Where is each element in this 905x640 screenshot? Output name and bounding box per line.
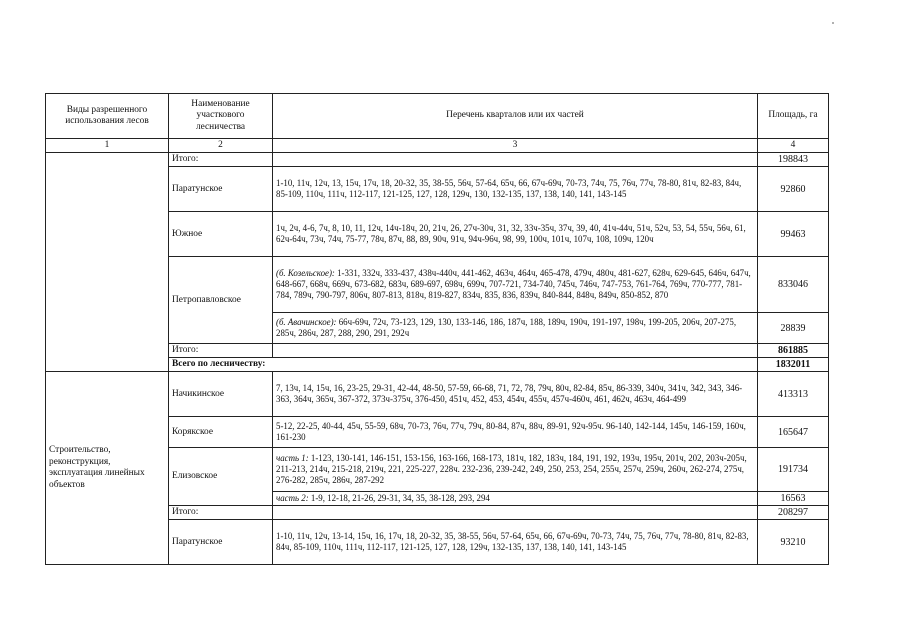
quarters-text: 1-331, 332ч, 333-437, 438ч-440ч, 441-462, 463ч, 464ч, 465-478, 479ч, 480ч, 481-627, 628ч, 629-645, 646ч, 647ч, 648-667, 668ч, 669ч, 673-682, 683ч, 689-697, 698ч, 699ч, 707-721, 734-740, 745ч, 746ч, 747-753, 761-764, 769ч, 770-777, 781-784, 789ч, 790-797, 806ч, 807-813, 818ч, 819-827, 834ч, 835, 836, 839ч, 840-844, 848ч, 849ч, 850-852, 870 bbox=[276, 268, 751, 300]
header-quarters-list: Перечень кварталов или их частей bbox=[273, 94, 758, 139]
area-value: 93210 bbox=[758, 520, 829, 565]
area-value: 198843 bbox=[758, 153, 829, 167]
quarters-cell bbox=[273, 153, 758, 167]
area-value: 413313 bbox=[758, 372, 829, 417]
header-area: Площадь, га bbox=[758, 94, 829, 139]
area-value: 16563 bbox=[758, 492, 829, 506]
quarters-cell: 5-12, 22-25, 40-44, 45ч, 55-59, 68ч, 70-73, 76ч, 77ч, 79ч, 80-84, 87ч, 88ч, 89-91, 92ч-95ч. 96-140, 142-144, 145ч, 146-159, 160ч, 161-230 bbox=[273, 417, 758, 448]
table-row bbox=[46, 153, 829, 167]
subtotal-label: Итого: bbox=[169, 153, 273, 167]
usage-type-cell bbox=[46, 153, 169, 372]
quarters-cell bbox=[273, 448, 758, 492]
table-header-row bbox=[46, 94, 829, 139]
forestry-name: Паратунское bbox=[169, 520, 273, 565]
column-numbers-row bbox=[46, 139, 829, 153]
forest-quarters-table bbox=[45, 93, 829, 565]
subtotal-label: Итого: bbox=[169, 344, 273, 358]
table-row bbox=[46, 372, 829, 417]
scan-speck bbox=[832, 22, 834, 24]
quarters-cell: 1ч, 2ч, 4-6, 7ч, 8, 10, 11, 12ч, 14ч-18ч, 20, 21ч, 26, 27ч-30ч, 31, 32, 33ч-35ч, 37ч, 39, 40, 41ч-44ч, 51ч, 52ч, 53, 54, 55ч, 56ч, 61, 62ч-64ч, 73ч, 74ч, 75-77, 78ч, 87ч, 88, 89, 90ч, 91ч, 94ч-96ч, 98, 99, 100ч, 101ч, 107ч, 108, 109ч, 120ч bbox=[273, 212, 758, 257]
area-value: 191734 bbox=[758, 448, 829, 492]
quarters-cell bbox=[273, 506, 758, 520]
column-number: 3 bbox=[273, 139, 758, 153]
quarters-cell bbox=[273, 344, 758, 358]
district-note: (б. Козельское): bbox=[276, 268, 335, 278]
area-value: 208297 bbox=[758, 506, 829, 520]
forestry-total-label: Всего по лесничеству: bbox=[169, 358, 758, 372]
area-value: 833046 bbox=[758, 257, 829, 313]
quarters-cell bbox=[273, 257, 758, 313]
area-value: 165647 bbox=[758, 417, 829, 448]
subtotal-label: Итого: bbox=[169, 506, 273, 520]
quarters-cell: 1-10, 11ч, 12ч, 13-14, 15ч, 16, 17ч, 18, 20-32, 35, 38-55, 56ч, 57-64, 65ч, 66, 67ч-69ч, 70-73, 74ч, 75, 76ч, 77ч, 78-80, 81ч, 82-83, 84ч, 85-109, 110ч, 111ч, 112-117, 121-125, 127, 128, 129ч, 132-135, 137, 138, 140, 141, 143-145 bbox=[273, 520, 758, 565]
area-value: 861885 bbox=[758, 344, 829, 358]
quarters-cell bbox=[273, 313, 758, 344]
quarters-cell: 7, 13ч, 14, 15ч, 16, 23-25, 29-31, 42-44, 48-50, 57-59, 66-68, 71, 72, 78, 79ч, 80ч, 82-84, 85ч, 86-339, 340ч, 341ч, 342, 343, 346-363, 364ч, 365ч, 367-372, 373ч-375ч, 376-450, 451ч, 452, 453, 454ч, 455ч, 457ч-460ч, 461, 462ч, 463ч, 464-499 bbox=[273, 372, 758, 417]
forestry-name: Начикинское bbox=[169, 372, 273, 417]
forestry-name: Елизовское bbox=[169, 448, 273, 506]
quarters-text: 66ч-69ч, 72ч, 73-123, 129, 130, 133-146, 186, 187ч, 188, 189ч, 190ч, 191-197, 198ч, 199-205, 206ч, 207-275, 285ч, 286ч, 287, 288, 290, 291, 292ч bbox=[276, 317, 737, 338]
header-forestry-name: Наименование участкового лесничества bbox=[169, 94, 273, 139]
header-usage-type: Виды разрешенного использования лесов bbox=[46, 94, 169, 139]
area-value: 28839 bbox=[758, 313, 829, 344]
area-value: 99463 bbox=[758, 212, 829, 257]
forestry-name: Южное bbox=[169, 212, 273, 257]
column-number: 4 bbox=[758, 139, 829, 153]
area-value: 92860 bbox=[758, 167, 829, 212]
quarters-text: 1-9, 12-18, 21-26, 29-31, 34, 35, 38-128, 293, 294 bbox=[310, 493, 490, 503]
quarters-text: 1-123, 130-141, 146-151, 153-156, 163-166, 168-173, 181ч, 182, 183ч, 184, 191, 192, 193ч, 195ч, 201ч, 202, 203ч-205ч, 211-213, 214ч, 215-218, 219ч, 221, 225-227, 228ч. 232-236, 239-242, 249, 250, 253, 254, 255ч, 257ч, 259ч, 260ч, 262-274, 275ч, 276-282, 285ч, 286ч, 287-292 bbox=[276, 453, 747, 485]
area-value: 1832011 bbox=[758, 358, 829, 372]
forestry-name: Корякское bbox=[169, 417, 273, 448]
part-note: часть 2: bbox=[276, 493, 309, 503]
column-number: 1 bbox=[46, 139, 169, 153]
usage-type-cell: Строительство, реконструкция, эксплуатация линейных объектов bbox=[46, 372, 169, 565]
column-number: 2 bbox=[169, 139, 273, 153]
forestry-name: Паратунское bbox=[169, 167, 273, 212]
quarters-cell bbox=[273, 492, 758, 506]
forestry-name: Петропавловское bbox=[169, 257, 273, 344]
district-note: (б. Авачинское): bbox=[276, 317, 337, 327]
quarters-cell: 1-10, 11ч, 12ч, 13, 15ч, 17ч, 18, 20-32, 35, 38-55, 56ч, 57-64, 65ч, 66, 67ч-69ч, 70-73, 74ч, 75, 76ч, 77ч, 78-80, 81ч, 82-83, 84ч, 85-109, 110ч, 111ч, 112-117, 121-125, 127, 128, 129ч, 130, 132-135, 137, 138, 140, 141, 143-145 bbox=[273, 167, 758, 212]
part-note: часть 1: bbox=[276, 453, 309, 463]
